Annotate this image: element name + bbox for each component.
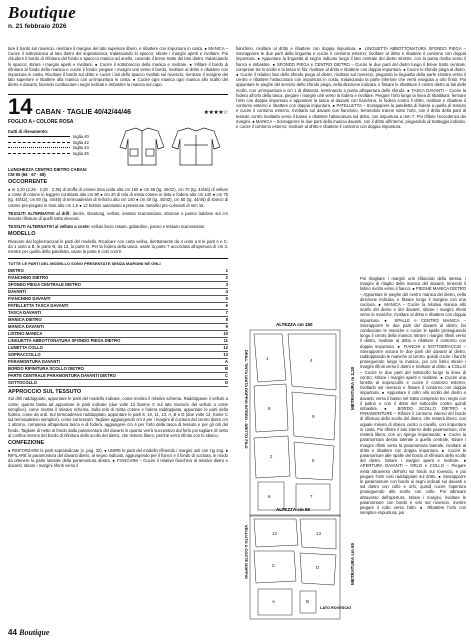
confezione-heading: CONFEZIONE [8, 439, 45, 446]
piece-name: TASCA DAVANTI [8, 309, 214, 316]
piece-number: 5 [214, 295, 228, 302]
fabric-layout-velvet [236, 505, 352, 623]
occorrente-text: ● m 2,20 (2,25 · 2,30 · 2,35) di stoffa di cotone tinta unita alto cm 150 ● cm 65 (tg. 40/42), cm 70 (tg. 44/46) di velluto a coste di cotone in leggero contrasto alto cm 90 ● cm 20 di tela di mista cotone in tinta e fodera alto cm 140 ● cm 75 (tg. 40/42), cm 80 (tg. 44/46) di termoadesivo di rinforzo alto cm 140 ● cm 40 (tg. 40/42), cm 50 (tg. 44/46) di sbieco di cotone pre-piegato in tinta alto cm 1,5 ● 12 bottoni automatici a pressione metallici pre-coloranti di mm 15. [8, 186, 228, 208]
length-value: CM 65 (66 · 67 · 68) [8, 172, 46, 178]
piece-name: SOTTOCOLLO [8, 379, 214, 386]
svg-text:D: D [316, 565, 320, 570]
modello-heading: MODELLO [8, 231, 36, 238]
piece-number: A [214, 358, 228, 365]
page-footer [8, 628, 49, 637]
layout2-width-label: ALTEZZA cm 90 [276, 507, 311, 512]
alt-fabrics: TESSUTI ALTERNATIVI al drill: denim, shantung, velluto, tessuto scamosciato, ottoman o panno laddove sul cm lessato rifiniture di quelli sotto elencati. [8, 210, 228, 221]
footer-brand: Boutique [19, 628, 50, 637]
table-row [8, 302, 228, 309]
piece-number: 8 [214, 316, 228, 323]
tracks-label: tratti di rilevamento: [8, 128, 49, 134]
issue-number: n. 21 febbraio 2026 [8, 23, 67, 30]
piece-name: FIANCHINO DIETRO [8, 274, 214, 281]
svg-text:C: C [272, 563, 276, 568]
intro-paragraph: tare il bordo sul rovescio, rientrare il margine del lato superiore libero, e ribattere con impuntura in costa. ● MANICA – Cucire il sottomanica al lato dietro del sopramanica, tralasciando lo spacco; stirare i margini aperti e rivoltare. Poi chiudere il bordo di rifinitura del fondo e spaccco manica ad anello, cucendo il breve tratto del lato dietro, tralasciando lo spacco; stirare i margini aperti e rivoltare. ● Cucire il sottobraccio della manica e rivoltare. ● Infilare il bordo di rifinitura al fondo della manica e cucire il fondo; piegare i margini unti verso il bordo, rivoltare al dritto e ribattere con impuntura in costa. Rivoltare il bordo sul dritto e cucire i lati dello spacco rivoltati sul rovescio; rientrare il margine del lato superiore e ribattere alla manica con un'impuntura in costa. ● Cucire ogni manica ogni manica allo scalfo del dietro e davanti, facendo combaciare i segni indicati e imbastire la manica sul capo. [8, 46, 228, 88]
piece-name: BORDO RIFINITURA SCOLLO DIETRO [8, 365, 214, 372]
svg-text:B: B [306, 599, 310, 604]
layout2-vertical-label: VELLUTO A COSTE DOPPIO [244, 525, 249, 579]
svg-text:8: 8 [268, 406, 271, 411]
table-row [8, 323, 228, 330]
left-column [8, 46, 228, 471]
svg-text:9: 9 [312, 414, 315, 419]
pieces-title: TUTTE LE PARTI DEL MODELLO SONO PRESENTATE SENZA MARGINI NÉ ORLI [8, 258, 228, 266]
layout1-width-label: ALTEZZA cm 150 [276, 322, 313, 327]
piece-number: 2 [214, 274, 228, 281]
svg-text:4: 4 [310, 358, 313, 363]
piece-number: 12 [214, 344, 228, 351]
piece-number: 11 [214, 337, 228, 344]
table-row [8, 358, 228, 365]
piece-name: PATELLETTA TASCA DAVANTI [8, 302, 214, 309]
jacket-sketch [108, 125, 228, 169]
piece-number: 9 [214, 323, 228, 330]
piece-number: 6 [214, 302, 228, 309]
piece-name: LUNETTA COLLO [8, 344, 214, 351]
piece-number: 3 [214, 281, 228, 288]
svg-text:A: A [272, 599, 276, 604]
lato-rovescio-label: LATO ROVESCIO [320, 606, 352, 610]
piece-name: MANICA DIETRO [8, 316, 214, 323]
piece-number: 1 [214, 268, 228, 274]
table-row [8, 288, 228, 295]
piece-number: 4 [214, 288, 228, 295]
table-row [8, 365, 228, 372]
table-row [8, 309, 228, 316]
table-row [8, 372, 228, 379]
piece-name: LINGUETTA ABBOTTONATURA SFONDO PIEGA DIETRO [8, 337, 214, 344]
brand-logo: Boutique [8, 3, 77, 22]
piece-number: 13 [214, 351, 228, 358]
track-size-42: taglia 42 [8, 140, 228, 146]
table-row [8, 379, 228, 386]
size-tracks [8, 129, 228, 163]
piece-name: MANICA DAVANTI [8, 323, 214, 330]
piece-name: SFONDO PIEGA CENTRALE DIETRO [8, 281, 214, 288]
table-row [8, 274, 228, 281]
table-row [8, 281, 228, 288]
layout1-right-label: METRATURA m 2,20 [350, 366, 355, 410]
piece-number: 7 [214, 309, 228, 316]
confezione-text: ● RINFORZARE le parti sopraindicate (v. pag. 32). ● UNIRE le parti del modello rifinendo i margini unti con zig zag. ● RIFILARE la paramontura del davanti dietro, al segno indicato, aggiungendo per il fianco e il fondo di cucitura, in modo da ottenere la parte laterale della paramontura destra. ● FIANCHINI – Cucire il relativo fianchino al relativo dietro e davanti; stirare i margini riferiti verso il [8, 447, 228, 469]
track-size-44: taglia 44 [8, 145, 228, 151]
svg-text:5: 5 [312, 458, 315, 463]
piece-name: DIETRO [8, 268, 214, 274]
table-row [8, 316, 228, 323]
svg-text:2: 2 [270, 454, 273, 459]
approccio-heading: APPROCCIO SUL TESSUTO [8, 388, 82, 395]
fabric-layout-drill [236, 320, 346, 520]
right-column [236, 46, 466, 132]
table-row [8, 344, 228, 351]
length-label: LUNGHEZZA CENTRO DIETRO CABAN: [8, 166, 88, 172]
right-top-text: fianchino, rivoltare al dritto e ribattere con doppia impuntura. ● LINGUETTA ABBOTTONATURA SFONDO PIEGA – Sovrapporre le due parti della linguetta e cucire il contorno esterno; rivoltare al dritto e ribattere il contorno con doppia impuntura. ● Appuntare la linguetta al segno indicato lungo il lato centrale del dietro sinistro, con la punta rivolta verso il fianco e imbastire. ● SFONDO PIEGA e CENTRO DIETRO – Cucire le due parti del dietro lungo il breve tratto centrale, comprese tra lo scollo e la tasca in filo; rivoltare al dritto e ribattere con doppia impuntura. ● Cucire lo sfondo piega al dietro. ● Cucire il relativo lato dello sfondo piega al dietro, rivoltato sul rovescio, piegando la linguetta della parte sinistra verso il centro e ribattere l'attaccatura con impuntura in costa, tralasciando la parte inferiore che verrà eseguita a orlo finito. Poi appuntare le pieghe del servizio dello sfondo piega, nella direzione indicata, e fissare le ribattiture il centro dietro ai lati dello scollo, con un'impuntura a cm 1 di distanza, terminando a punta all'apertura dello sfondo. ● TASCA DAVANTI – Cucire la fodera all'orlo della tasca, piegare i margini unti verso la fodera e rivoltare. Piegare l'orlo lungo la linea di ribattitura: fermare l'orlo con doppia impuntura e appuntare la tasca al davanti con fianchino, lo fodera contro il dritto, rivoltare e ribattere il contorno esterno e ribattere con doppia impuntura. ● PATELLETTA – Sovrapporre la patelletta di fodera a quella di tessuto e cucire il contorno esterno, rivoltarla sul davanti con fianchino, ternendolo tranne sotto l'orlo, con il dritto della parti di tessuto contro rivoltarla verso il basso e ribattere l'attaccatura sul dritto, con impuntura a mm 7. Poi rifilare l'eccedenza dei margini. ● MANICA – Sovrapporre le due parti della manica davanti, con il dritto all'interno, piegandolo al tratteggio indicato, e cucire il contorno esterno; rivoltare al dritto e ribattere il contorno con doppia impuntura. [236, 46, 466, 130]
fabric-sheet: FOGLIO A • COLORE ROSA [8, 118, 74, 125]
table-row [8, 295, 228, 302]
right-side-text: Poi ritagliare i margini unti sfilacciati della stessa, i margini di ritaglio della manica del davanti, tenendo il listino rivolto verso il fianco. ● PIEGHE MANICA DIETRO – Appuntare le pieghe del centro manica del dietro, nella direzione indicata, e fissare lungo il margine con una cucitura. ● MANICA – Cucire la relativa manica allo scalfo del dietro e del davanti, stirare i margini riferiti verso le maniche, rivoltare al dritto e ribattere con doppia impuntura. ● SPALLE e CENTRO MANICA – Sovrapporre le due parti del davanti al dietro, far combaciare le maniche e cucire le spalle proseguendo lungo il centro della manica; stirare i margini rifiniti verso il dietro, rivoltare al dritto e ribattere il contorno con doppia impuntura. ● FIANCHI e SOTTOBRACCIO – Sovrapporre ancora le due parti del davanti al dietro, raddoppiando le maniche al centro, quindi cucire i fianchi proseguendo lungo la manica, poi con listini stirare i margini rifiniti verso il dietro e rivoltare al dritto. ● COLLO – Cucire le due parti del sottocollo lungo la linea di centro; stirare i margini aperti e rivoltare. ● Cucire una lunetta al sopraccollo e cucire il contorno esterno, rivoltarlo sul rovescio e fissare il contorno con doppia impuntura. ● Appuntare il collo allo scollo del dietro e davanti, verso il basso nel tratto compreso tra i segni con il palino e con il dritto del sottocollo contro quindi imbastire. ● BORDO SCOLLO DIETRO e PARAMONTURE – Rifinire il contorno interno del bordo di rifinitura dello scollo del dietro, che resterà libero, con uguale misura di sbieco cucito a cavallo, con impuntura in costa. Poi rifinire il lato interno delle paramonture, che resterà libero, con un ripiego impunturato. ● Cucire la paramontura destra laterale a quella centrale, stirare i margini rifiniti verso la paramontura laterale, rivoltare al dritto e ribattere con doppia impuntura. ● Cucire le paramonture alle spalle del bordo di rifinitura dello scollo del dietro. Stirare i margini aperti e rivoltare. ● APERTURA DAVANTI – ORLO e COLLO – Piegare metà attraverso dell'orlo sul fondo sul rovescio, e poi piegare l'orlo così raddoppiato sul dritto. ● Sovrapporre le paramonture con bordo ai segni indicati sul davanti e sul dietro con collo e orlo, quindi cucire l'apertura proseguendo allo scollo con collo. Poi allineare attraverso dell'apertura, stirare i margini, rivoltare le paramonture con bordo e orlo sul rovescio, mentre piegare il collo verso l'alto. ● Ribattere l'orlo con semplice impuntura; poi [360, 276, 466, 516]
piece-name: SOPRACCOLLO [8, 351, 214, 358]
piece-name: FIANCHINO DAVANTI [8, 295, 214, 302]
track-size-46: taglia 46 [8, 151, 228, 157]
svg-text:1: 1 [266, 356, 269, 361]
piece-name: LISTINO MANICA [8, 330, 214, 337]
pattern-header [8, 94, 228, 117]
alt-fabrics-velvet: TESSUTI ALTERNATIVI al velluto a coste: velluto liscio rasato, gabardine, panno e tessuto scamosciato. [8, 224, 206, 230]
pattern-number: 14 [8, 93, 33, 119]
svg-text:13: 13 [316, 531, 322, 536]
piece-name: PARTE CENTRALE PARAMONTURA DAVANTI DIETRO [8, 372, 214, 379]
modello-text: Ricavare dal foglio-tracciati le parti del modello. Ricalcare con carta velina, direttamente da 4 unito a 8 le parti A e C, da 1 unito a B, le parte B; da 13, la parte D. Per la fodera della tasca, usare la parte 7 accorciata all'apertura di cm 3, mentre per quella della patelletta, usare la parte 6 così com'è. [8, 239, 228, 255]
masthead [8, 4, 76, 31]
piece-number: C [214, 372, 228, 379]
pieces-table [8, 268, 228, 387]
table-row [8, 337, 228, 344]
piece-name: PARAMONTURA DAVANTI [8, 358, 214, 365]
piece-number: D [214, 379, 228, 386]
table-row [8, 330, 228, 337]
table-row [8, 351, 228, 358]
piece-number: B [214, 365, 228, 372]
approccio-text: Sul drill raddoppiato, appuntare le parti del modello indicate, come mostra il relativo schema. Raddoppiare il velluto a coste, quanto basta ad appuntare le parti indicate (due volte 12 fianme C sul lato rovescio del velluto a coste semplice), come mostra il relativo schema. Sulla tela di mista cotone e fodera raddoppiata, appuntare le parti della fodera, come da ordi. Sul termoadesivo raddoppiato, appuntare le parti 6, 10, 11, 13, A, B e D (due volte 12, frame C sul termoadesivo semplice), come sul tessuto. Tagliare aggiungendo cm 2 per i margini di cucitura del centro dietro cm 1 attorno, compreso all'apertura tasca e di fodera, aggiungere cm 4 per l'orlo della tasca di tessuto e per gli orli del fondo. Tagliare di netto al fondo dalla paramontura del davanti in quanto verrà successivo dal forlo poi tagliare di netto al confine interno del bordo di rifinitura dello scollo del dietro, che restera libero, perché verrà rifinito con lo sbieco. [8, 396, 228, 438]
page-number: 44 [8, 628, 17, 637]
svg-text:12: 12 [272, 531, 278, 536]
track-size-40: taglia 40 [8, 134, 228, 140]
occorrente-heading: OCCORRENTE [8, 179, 48, 186]
svg-text:7: 7 [310, 494, 313, 499]
pattern-title: CABAN · TAGLIE 40/42/44/46 [35, 108, 132, 116]
piece-number: 10 [214, 330, 228, 337]
layout2-right-label: METRATURA cm 65 [350, 542, 355, 585]
piece-name: DAVANTI [8, 288, 214, 295]
layout1-vertical-label: DRILL TINTA UNITA DOPPIO INTERO - DRITTO FILO [244, 350, 249, 449]
svg-text:6: 6 [268, 494, 271, 499]
difficulty-stars: ★★★★☆ [203, 110, 228, 117]
